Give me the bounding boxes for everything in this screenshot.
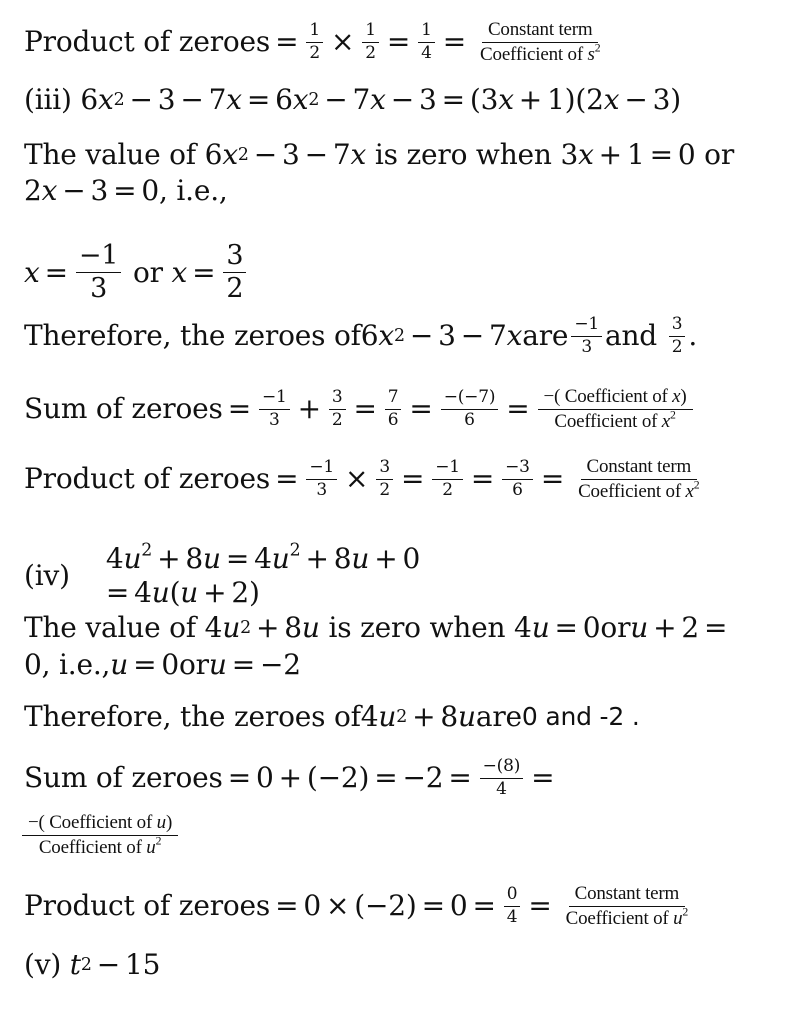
part-label: (iii) (24, 83, 72, 116)
value-statement-iv: The value of 4 u 2 + 8 u is zero when 4 u = 0 or u + 2 = (24, 611, 728, 644)
sum-of-zeroes-iv: Sum of zeroes = 0 + (−2) = −2 = $\frac{-(8)}{4}$ = (24, 756, 555, 799)
fraction: $\frac{3}{2}$ (223, 242, 246, 304)
value-statement-iii: The value of 6 x 2 − 3 − 7 x is zero when 3 x + 1 = 0 or (24, 138, 734, 171)
fraction: Constant term Coefficient of $u^2$ (565, 883, 689, 929)
product-of-zeroes-line-1: Product of zeroes = $\frac{1}{2}$ × $\frac{1}{2}$ = $\frac{1}{4}$ = Constant term Coefficient of $s^2$ (24, 20, 609, 65)
fraction: Constant term Coefficient of $x^2$ (578, 456, 700, 502)
product-of-zeroes-iii: Product of zeroes = $\frac{-1}{3}$ × $\frac{3}{2}$ = $\frac{-1}{2}$ = $\frac{-3}{6}$ = Constant term Coefficient of $x^2$ (24, 457, 708, 502)
part-label: (v) (24, 948, 62, 981)
fraction: $\frac{-(8)}{4}$ (480, 758, 524, 799)
fraction: −( Coefficient of u) Coefficient of $u^2$ (22, 813, 178, 858)
part-label: (iv) (24, 559, 70, 592)
fraction: $\frac{1}{2}$ (306, 22, 323, 63)
fraction: $\frac{7}{6}$ (385, 389, 402, 430)
fraction: $\frac{-1}{3}$ (259, 389, 290, 430)
sum-of-zeroes-iii: Sum of zeroes = $\frac{-1}{3}$ + $\frac{3}{2}$ = $\frac{7}{6}$ = $\frac{-(-7)}{6}$ = −( Coefficient of x) Coefficient of $x^2$ (24, 387, 696, 432)
sum-of-zeroes-iv-fraction (22, 805, 178, 865)
value-statement-iii-cont: 2 x − 3 = 0 , i.e., (24, 174, 228, 207)
product-of-zeroes-iv: Product of zeroes = 0 × (−2) = 0 = $\frac{0}{4}$ = Constant term Coefficient of $u^2$ (24, 884, 697, 929)
fraction: $\frac{3}{2}$ (376, 459, 393, 500)
roots-iii: x = $\frac{-1}{3}$ or x = $\frac{3}{2}$ (24, 242, 249, 304)
fraction: $\frac{-1}{3}$ (76, 242, 121, 304)
fraction: $\frac{-1}{2}$ (432, 459, 463, 500)
part-v-expression: (v) t 2 − 15 (24, 945, 160, 985)
fraction: $\frac{0}{4}$ (504, 886, 521, 927)
fraction: $\frac{1}{4}$ (418, 22, 435, 63)
zeroes-statement-iv: Therefore, the zeroes of 4 u 2 + 8 u are 0 and -2 . (24, 700, 640, 733)
fraction: −( Coefficient of x) Coefficient of $x^2$ (538, 387, 693, 432)
part-iv-factorization: (iv) $4u^2 + 8u = 4u^2 + 8u + 0$ = 4u(u + 2) (24, 540, 421, 609)
fraction: $\frac{-(-7)}{6}$ (441, 389, 499, 430)
fraction: Constant term Coefficient of $s^2$ (480, 19, 601, 65)
zeroes-statement-iii: Therefore, the zeroes of 6 x 2 − 3 − 7 x are −1 3 and 3 2 . (24, 314, 698, 357)
fraction: 3 2 (669, 316, 686, 357)
fraction: −1 3 (571, 316, 602, 357)
fraction: $\frac{1}{2}$ (362, 22, 379, 63)
value-statement-iv-cont: 0 , i.e., u = 0 or u = −2 (24, 648, 301, 681)
fraction: $\frac{-3}{6}$ (502, 459, 533, 500)
fraction: $\frac{-1}{3}$ (306, 459, 337, 500)
fraction: $\frac{3}{2}$ (329, 389, 346, 430)
part-iii-factorization: (iii) 6 x 2 − 3 − 7 x = 6 x 2 − 7 x − 3 = (3 x + 1)(2 x − 3) (24, 80, 681, 120)
